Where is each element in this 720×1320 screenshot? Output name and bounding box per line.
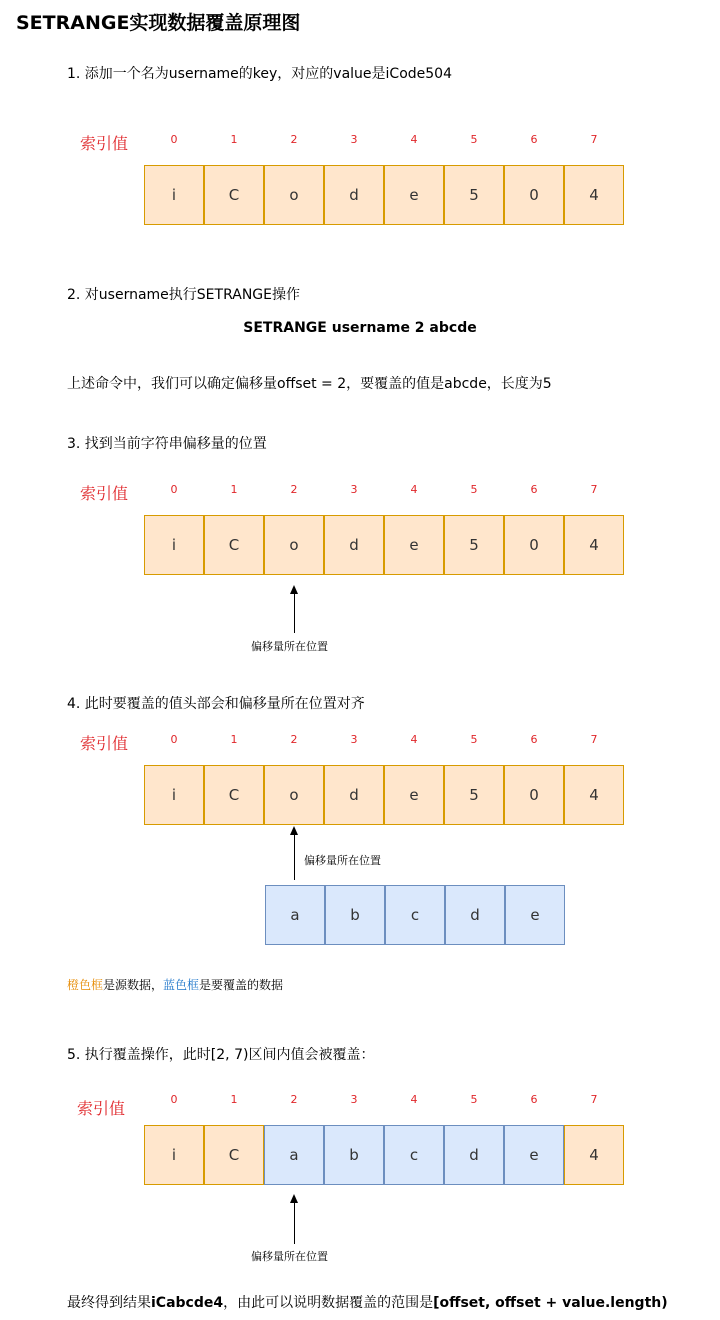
legend-end: 是要覆盖的数据: [199, 978, 284, 992]
offset-arrow: [294, 593, 296, 633]
index-5: 5: [470, 733, 478, 746]
array-cell: i: [144, 1125, 204, 1185]
array-cell: o: [264, 515, 324, 575]
legend: [67, 976, 283, 993]
index-3: 3: [350, 483, 358, 496]
array-cell: 4: [564, 765, 624, 825]
index-6: 6: [530, 1093, 538, 1106]
array-cell: 0: [504, 765, 564, 825]
index-label: 索引值: [77, 1099, 126, 1118]
array-cell: c: [384, 1125, 444, 1185]
explain-text: 上述命令中，我们可以确定偏移量offset = 2，要覆盖的值是abcde，长度为5: [67, 376, 552, 392]
final-mid: ，由此可以说明数据覆盖的范围是: [223, 1295, 434, 1311]
array-cell: a: [265, 885, 325, 945]
array-cell: C: [204, 765, 264, 825]
index-7: 7: [590, 1093, 598, 1106]
index-4: 4: [410, 733, 418, 746]
index-3: 3: [350, 1093, 358, 1106]
array-cell: e: [384, 165, 444, 225]
index-2: 2: [290, 133, 298, 146]
index-1: 1: [230, 133, 238, 146]
array-cell: a: [264, 1125, 324, 1185]
array-cell: 5: [444, 765, 504, 825]
page-title: SETRANGE实现数据覆盖原理图: [16, 12, 301, 34]
array-cell: 4: [564, 515, 624, 575]
array-cell: o: [264, 165, 324, 225]
offset-arrow: [294, 834, 296, 880]
index-6: 6: [530, 483, 538, 496]
index-3: 3: [350, 733, 358, 746]
index-0: 0: [170, 483, 178, 496]
array-cell: o: [264, 765, 324, 825]
index-2: 2: [290, 733, 298, 746]
index-0: 0: [170, 733, 178, 746]
index-label: 索引值: [80, 134, 129, 153]
offset-note: 偏移量所在位置: [304, 854, 381, 867]
offset-note: 偏移量所在位置: [251, 640, 328, 653]
final-result: iCabcde4: [151, 1295, 224, 1311]
array-cell: b: [324, 1125, 384, 1185]
index-5: 5: [470, 483, 478, 496]
index-1: 1: [230, 483, 238, 496]
array-cell: d: [444, 1125, 504, 1185]
index-4: 4: [410, 133, 418, 146]
index-0: 0: [170, 1093, 178, 1106]
array-cell: C: [204, 1125, 264, 1185]
array-cell: d: [324, 765, 384, 825]
final-range: [offset, offset + value.length): [433, 1295, 668, 1311]
index-7: 7: [590, 483, 598, 496]
index-label: 索引值: [80, 734, 129, 753]
offset-arrow: [294, 1202, 296, 1244]
array-cell: e: [384, 515, 444, 575]
legend-mid: 是源数据，: [103, 978, 164, 992]
array-cell: b: [325, 885, 385, 945]
array-cell: 5: [444, 165, 504, 225]
index-0: 0: [170, 133, 178, 146]
array-cell: e: [504, 1125, 564, 1185]
step-4-text: 4. 此时要覆盖的值头部会和偏移量所在位置对齐: [67, 696, 365, 712]
step-1-text: 1. 添加一个名为username的key，对应的value是iCode504: [67, 66, 452, 82]
final-pre: 最终得到结果: [67, 1295, 151, 1311]
index-7: 7: [590, 733, 598, 746]
array-cell: c: [385, 885, 445, 945]
array-cell: 4: [564, 1125, 624, 1185]
index-1: 1: [230, 1093, 238, 1106]
index-2: 2: [290, 483, 298, 496]
array-cell: d: [324, 515, 384, 575]
index-6: 6: [530, 133, 538, 146]
array-cell: i: [144, 765, 204, 825]
step-3-text: 3. 找到当前字符串偏移量的位置: [67, 436, 267, 452]
index-5: 5: [470, 133, 478, 146]
step-2-text: 2. 对username执行SETRANGE操作: [67, 287, 300, 303]
index-label: 索引值: [80, 484, 129, 503]
array-cell: d: [445, 885, 505, 945]
index-4: 4: [410, 483, 418, 496]
offset-note: 偏移量所在位置: [251, 1250, 328, 1263]
array-cell: d: [324, 165, 384, 225]
final-conclusion: [67, 1292, 668, 1312]
index-2: 2: [290, 1093, 298, 1106]
array-cell: 5: [444, 515, 504, 575]
index-5: 5: [470, 1093, 478, 1106]
array-cell: 0: [504, 165, 564, 225]
legend-blue: 蓝色框: [163, 978, 200, 992]
index-7: 7: [590, 133, 598, 146]
array-cell: e: [384, 765, 444, 825]
array-cell: i: [144, 165, 204, 225]
index-3: 3: [350, 133, 358, 146]
array-cell: 4: [564, 165, 624, 225]
step-5-text: 5. 执行覆盖操作，此时[2, 7)区间内值会被覆盖：: [67, 1047, 375, 1063]
index-6: 6: [530, 733, 538, 746]
array-cell: 0: [504, 515, 564, 575]
setrange-command: SETRANGE username 2 abcde: [243, 320, 477, 336]
index-1: 1: [230, 733, 238, 746]
array-cell: e: [505, 885, 565, 945]
legend-orange: 橙色框: [67, 978, 104, 992]
array-cell: i: [144, 515, 204, 575]
index-4: 4: [410, 1093, 418, 1106]
array-cell: C: [204, 165, 264, 225]
array-cell: C: [204, 515, 264, 575]
